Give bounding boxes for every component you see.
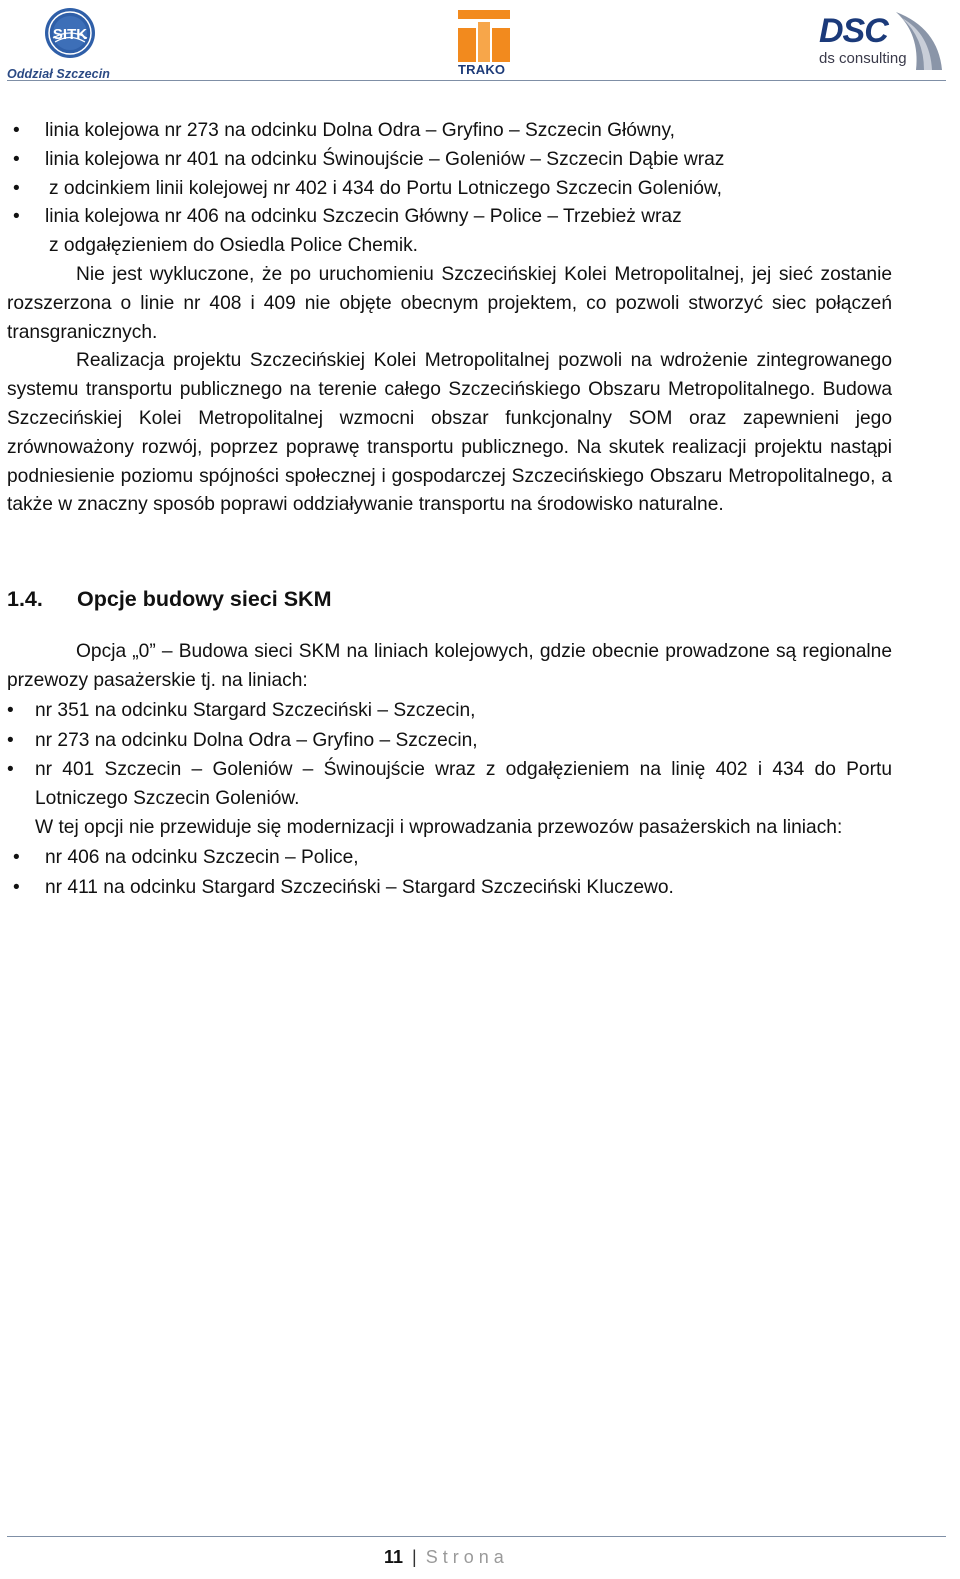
- section-number: 1.4.: [7, 587, 43, 612]
- list-item: • nr 401 Szczecin – Goleniów – Świnoujście wraz z odgałęzieniem na linię 402 i 434 do Portu Lotniczego Szczecin Goleniów.: [7, 756, 892, 814]
- page-body: [7, 117, 892, 902]
- list-item-continuation: z odgałęzieniem do Osiedla Police Chemik.: [49, 235, 419, 257]
- section-heading: [7, 585, 892, 613]
- body-paragraph: Nie jest wykluczone, że po uruchomieniu Szczecińskiej Kolei Metropolitalnej, jej sieć zostanie rozszerzona o linie nr 408 i 409 nie objęte obecnym projektem, co pozwoli stworzyć siec połączeń transgranicznych.: [7, 263, 892, 343]
- page-footer: [384, 1546, 509, 1568]
- list-item: • nr 273 na odcinku Dolna Odra – Gryfino – Szczecin,: [7, 727, 892, 756]
- trako-logo-caption: TRAKO: [458, 62, 506, 77]
- dsc-logo-subtext: ds consulting: [819, 50, 907, 67]
- page-header: [0, 0, 960, 82]
- footer-divider: [7, 1536, 946, 1537]
- trako-mark-icon: [456, 10, 512, 62]
- option-note: W tej opcji nie przewiduje się modernizacji i wprowadzania przewozów pasażerskich na liniach:: [35, 816, 843, 838]
- list-item: • linia kolejowa nr 401 na odcinku Świnoujście – Goleniów – Szczecin Dąbie wraz: [7, 146, 892, 175]
- list-item: • nr 411 na odcinku Stargard Szczeciński – Stargard Szczeciński Kluczewo.: [7, 874, 892, 903]
- list-item: • nr 406 na odcinku Szczecin – Police,: [7, 844, 892, 873]
- trako-logo: [456, 10, 512, 78]
- dsc-logo-text: DSC: [819, 12, 888, 50]
- footer-separator: |: [412, 1547, 417, 1567]
- list-item: • linia kolejowa nr 273 na odcinku Dolna Odra – Gryfino – Szczecin Główny,: [7, 117, 892, 146]
- section-title: Opcje budowy sieci SKM: [77, 587, 332, 612]
- sitk-seal-icon: [43, 6, 97, 60]
- list-item: • nr 351 na odcinku Stargard Szczeciński – Szczecin,: [7, 697, 892, 726]
- page-label: Strona: [425, 1547, 509, 1567]
- header-divider: [7, 80, 946, 81]
- page-number: 11: [384, 1547, 404, 1567]
- body-paragraph: Realizacja projektu Szczecińskiej Kolei Metropolitalnej pozwoli na wdrożenie zintegrowanego systemu transportu publicznego na terenie całego Szczecińskiego Obszaru Metropolitalnego. Budowa Szczecińskiej Kolei Metropolitalnej wzmocni obszar funkcjonalny SOM oraz zapewnieni jego zrównoważony rozwój, poprzez poprawę transportu publicznego. Na skutek realizacji projektu nastąpi podniesienie poziomu spójności społecznej i gospodarczej Szczecińskiego Obszaru Metropolitalnego, a także w znaczny sposób poprawi oddziaływanie transportu na środowisko naturalne.: [7, 350, 892, 516]
- list-item-continuation: • z odcinkiem linii kolejowej nr 402 i 434 do Portu Lotniczego Szczecin Goleniów,: [7, 175, 892, 204]
- sitk-logo-caption: Oddział Szczecin: [7, 67, 111, 81]
- sitk-logo: [7, 6, 127, 81]
- dsc-logo: [816, 10, 946, 76]
- option-intro: Opcja „0” – Budowa sieci SKM na liniach kolejowych, gdzie obecnie prowadzone są regionalne przewozy pasażerskie tj. na liniach:: [7, 641, 892, 691]
- sitk-seal-letters: SITK: [52, 26, 88, 43]
- list-item: • linia kolejowa nr 406 na odcinku Szczecin Główny – Police – Trzebież wraz: [7, 203, 892, 232]
